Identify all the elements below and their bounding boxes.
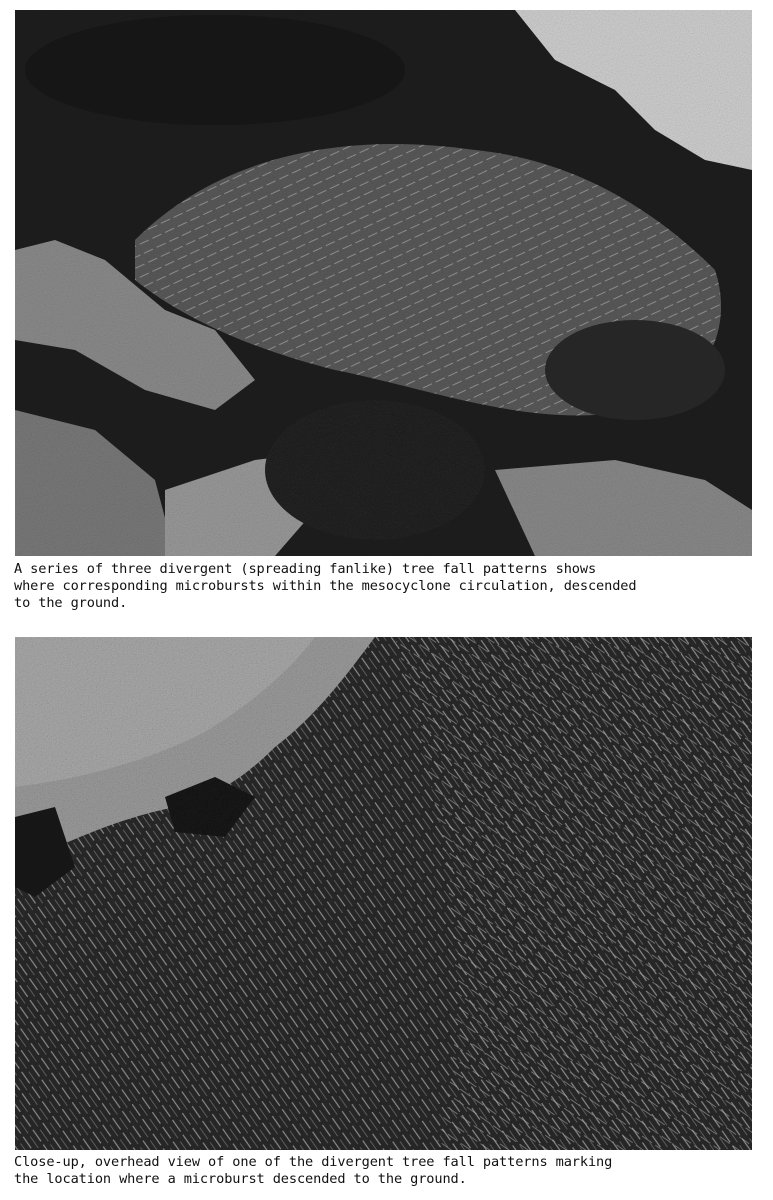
aerial-forest-photo — [15, 10, 752, 556]
figure-caption-1: A series of three divergent (spreading fanlike) tree fall patterns shows where corresponding microbursts within the mesocyclone circulation, descended to the ground. — [14, 561, 637, 611]
closeup-treefall-photo-icon — [15, 637, 752, 1150]
figure-caption-2: Close-up, overhead view of one of the divergent tree fall patterns marking the location where a microburst descended to the ground. — [14, 1154, 613, 1187]
aerial-forest-photo-icon — [15, 10, 752, 556]
closeup-treefall-photo — [15, 637, 752, 1150]
